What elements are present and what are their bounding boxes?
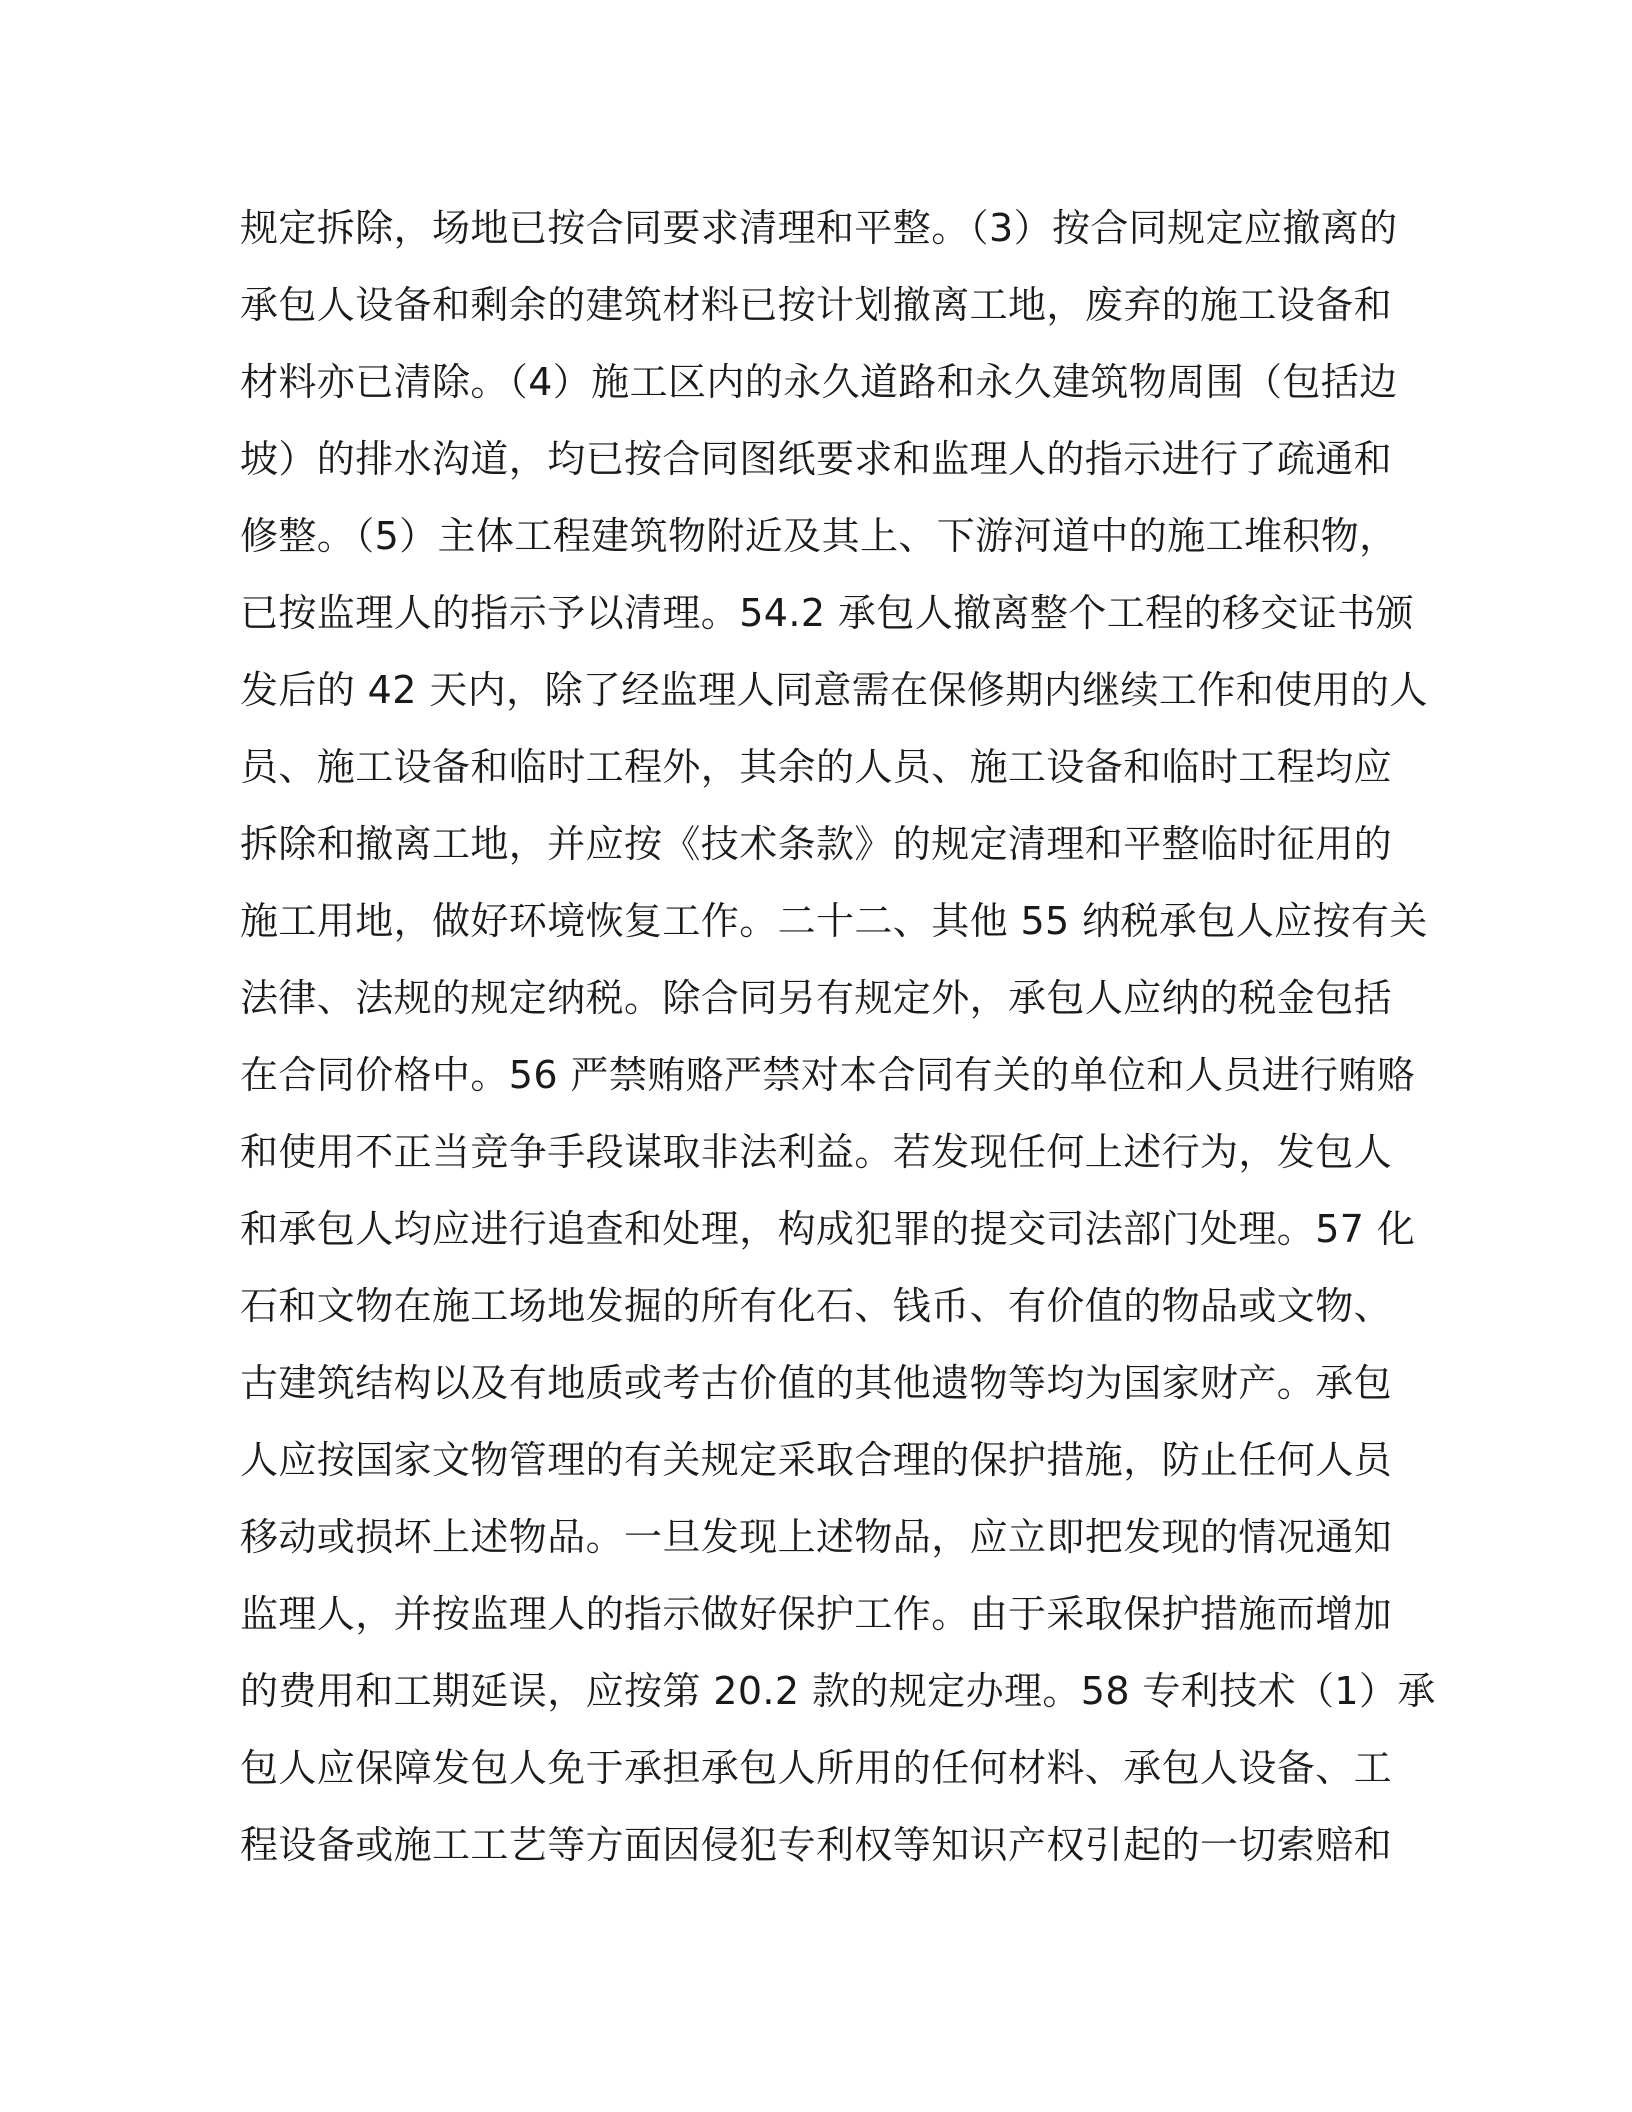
text-line: 材料亦已清除。（4）施工区内的永久道路和永久建筑物周围（包括边 bbox=[240, 360, 1398, 404]
text-line: 已按监理人的指示予以清理。54.2 承包人撤离整个工程的移交证书颁 bbox=[240, 591, 1414, 635]
text-line: 和承包人均应进行追查和处理，构成犯罪的提交司法部门处理。57 化 bbox=[240, 1207, 1416, 1251]
text-line: 规定拆除，场地已按合同要求清理和平整。（3）按合同规定应撤离的 bbox=[240, 206, 1398, 250]
text-line: 的费用和工期延误，应按第 20.2 款的规定办理。58 专利技术（1）承 bbox=[240, 1669, 1436, 1713]
text-line: 施工用地，做好环境恢复工作。二十二、其他 55 纳税承包人应按有关 bbox=[240, 899, 1428, 943]
text-line: 修整。（5）主体工程建筑物附近及其上、下游河道中的施工堆积物， bbox=[240, 514, 1398, 558]
text-line: 监理人，并按监理人的指示做好保护工作。由于采取保护措施而增加 bbox=[240, 1592, 1393, 1636]
text-line: 坡）的排水沟道，均已按合同图纸要求和监理人的指示进行了疏通和 bbox=[240, 437, 1393, 481]
text-line: 员、施工设备和临时工程外，其余的人员、施工设备和临时工程均应 bbox=[240, 745, 1393, 789]
text-line: 程设备或施工工艺等方面因侵犯专利权等知识产权引起的一切索赔和 bbox=[240, 1823, 1393, 1867]
text-line: 移动或损坏上述物品。一旦发现上述物品，应立即把发现的情况通知 bbox=[240, 1515, 1393, 1559]
text-line: 在合同价格中。56 严禁贿赂严禁对本合同有关的单位和人员进行贿赂 bbox=[240, 1053, 1416, 1097]
text-line: 包人应保障发包人免于承担承包人所用的任何材料、承包人设备、工 bbox=[240, 1746, 1393, 1790]
text-line: 法律、法规的规定纳税。除合同另有规定外，承包人应纳的税金包括 bbox=[240, 976, 1393, 1020]
text-line: 人应按国家文物管理的有关规定采取合理的保护措施，防止任何人员 bbox=[240, 1438, 1393, 1482]
text-line: 拆除和撤离工地，并应按《技术条款》的规定清理和平整临时征用的 bbox=[240, 822, 1393, 866]
text-line: 发后的 42 天内，除了经监理人同意需在保修期内继续工作和使用的人 bbox=[240, 668, 1428, 712]
text-line: 和使用不正当竞争手段谋取非法利益。若发现任何上述行为，发包人 bbox=[240, 1130, 1393, 1174]
text-line: 承包人设备和剩余的建筑材料已按计划撤离工地，废弃的施工设备和 bbox=[240, 283, 1393, 327]
text-line: 古建筑结构以及有地质或考古价值的其他遗物等均为国家财产。承包 bbox=[240, 1361, 1393, 1405]
body-text bbox=[240, 190, 1436, 1884]
text-line: 石和文物在施工场地发掘的所有化石、钱币、有价值的物品或文物、 bbox=[240, 1284, 1393, 1328]
